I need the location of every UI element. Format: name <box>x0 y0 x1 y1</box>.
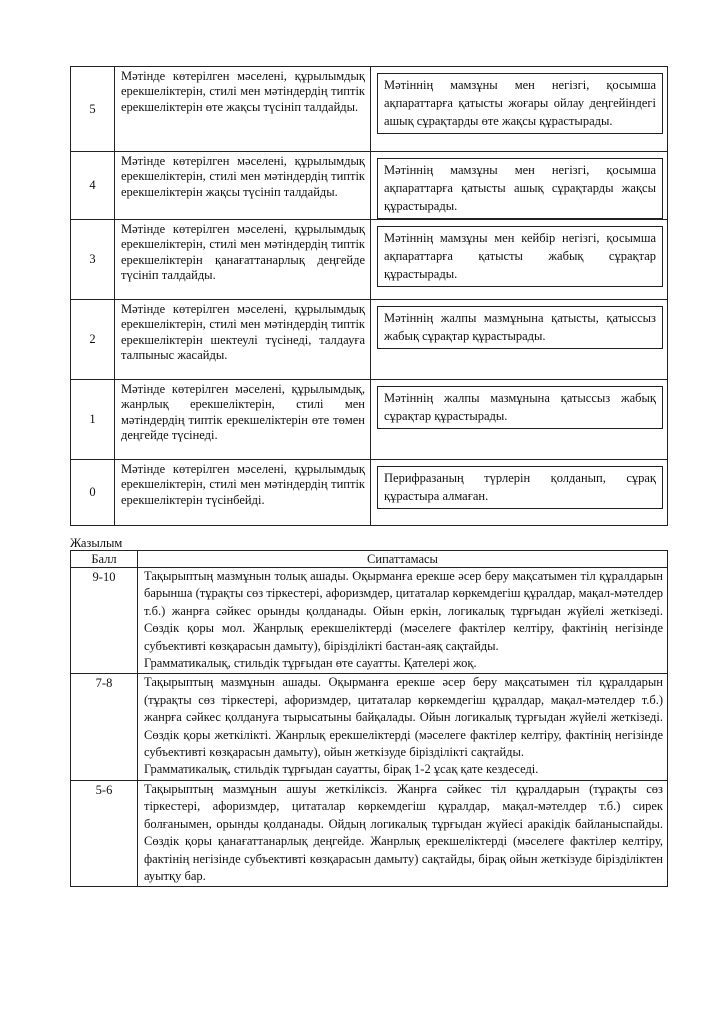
score-cell: 2 <box>71 300 115 380</box>
column-header-ball: Балл <box>71 551 138 568</box>
description-text: Тақырыптың мазмұнын толық ашады. Оқырманға ерекше әсер беру мақсатымен тіл құралдарын барынша (тұрақты сөз тіркестері, афоризмдер, цитаталар көркемдегіш құралдар, мақал-мәтелдер т.б.) жанрға сәйкес орынды қолданады. Ойын еркін, логикалық тұрғыдан жүйелі жеткізеді. Сөздік қоры мол. Жанрлық ерекшеліктерді (мәселеге фактілер келтіру, фактінің негізінде субъективті көзқарасын дамыту), бірізділікті бастан-аяқ сақтайды. <box>144 569 663 653</box>
description-cell <box>138 568 668 674</box>
task-text: Мәтіннің мамзұны мен негізгі, қосымша ақпараттарға қатысты жоғары ойлау деңгейіндегі ашық сұрақтарды өте жақсы құрастырады. <box>377 73 663 134</box>
score-cell: 3 <box>71 220 115 300</box>
table-row <box>71 674 668 780</box>
description-text: Грамматикалық, стильдік тұрғыдан өте сауатты. Қателері жоқ. <box>144 656 477 671</box>
task-text: Мәтіннің жалпы мазмұнына қатыссыз жабық сұрақтар құрастырады. <box>377 386 663 429</box>
description-text: Тақырыптың мазмұнын ашады. Оқырманға ерекше әсер беру мақсатымен тіл құралдарын (тұрақты сөз тіркестері, афоризмдер, цитаталар көркемдегіш құралдар, мақал-мәтелдер т.б.) жанрға сәйкес қолдануға тырысатыны байқалады. Ойын логикалық тұрғыдан жүйелі жеткізеді. Сөздік қоры жеткілікті. Жанрлық ерекшеліктерді (мәселеге фактілер келтіру, фактінің негізінде субъективті көзқарасын дамыту), ойын жеткізуде бірізділікті сақтайды. <box>144 675 663 760</box>
criterion-cell: Мәтінде көтерілген мәселені, құрылымдық, жанрлық ерекшеліктерін, стилі мен мәтіндердің типтік ерекшеліктерін өте төмен деңгейде түсінеді. <box>115 380 371 460</box>
writing-criteria-table <box>70 550 668 887</box>
table-row <box>71 380 668 460</box>
score-cell: 4 <box>71 152 115 220</box>
ball-cell: 7-8 <box>71 674 138 780</box>
ball-cell: 9-10 <box>71 568 138 674</box>
table-row <box>71 780 668 886</box>
criterion-cell: Мәтінде көтерілген мәселені, құрылымдық ерекшеліктерін, стилі мен мәтіндердің типтік ерекшеліктерін қанағаттанарлық деңгейде түсініп талдайды. <box>115 220 371 300</box>
table-row <box>71 67 668 152</box>
table-row <box>71 568 668 674</box>
task-cell <box>371 67 668 152</box>
reading-criteria-table <box>70 66 668 526</box>
task-cell <box>371 380 668 460</box>
table-row <box>71 460 668 526</box>
criterion-cell: Мәтінде көтерілген мәселені, құрылымдық ерекшеліктерін, стилі мен мәтіндердің типтік ерекшеліктерін түсінбейді. <box>115 460 371 526</box>
task-text: Перифразаның түрлерін қолданып, сұрақ құрастыра алмаған. <box>377 466 663 509</box>
task-cell <box>371 152 668 220</box>
table-row <box>71 152 668 220</box>
table-row <box>71 220 668 300</box>
table-row <box>71 300 668 380</box>
score-cell: 1 <box>71 380 115 460</box>
criterion-cell: Мәтінде көтерілген мәселені, құрылымдық ерекшеліктерін, стилі мен мәтіндердің типтік ерекшеліктерін жақсы түсініп талдайды. <box>115 152 371 220</box>
task-text: Мәтіннің мамзұны мен кейбір негізгі, қосымша ақпараттарға қатысты жабық сұрақтар құрастырады. <box>377 226 663 287</box>
criterion-cell: Мәтінде көтерілген мәселені, құрылымдық ерекшеліктерін, стилі мен мәтіндердің типтік ерекшеліктерін шектеулі түсінеді, талдауға талпыныс жасайды. <box>115 300 371 380</box>
column-header-description: Сипаттамасы <box>138 551 668 568</box>
task-text: Мәтіннің жалпы мазмұнына қатысты, қатыссыз жабық сұрақтар құрастырады. <box>377 306 663 349</box>
description-text: Тақырыптың мазмұнын ашуы жеткіліксіз. Жанрға сәйкес тіл құралдарын (тұрақты сөз тіркестері, афоризмдер, цитаталар көркемдегіш құралдар, мақал-мәтелдер т.б.) сирек болғанымен, орынды қолданады. Ойдың логикалық тұрғыдан жүйесі аракідік байланыспайды. Сөздік қоры қанағаттанарлық деңгейде. Жанрлық ерекшеліктерді (мәселеге фактілер келтіру, фактінің негізінде субъективті көзқарасын дамыту) сақтайды, бірақ ойын жеткізуде бірізділіктен ауытқу бар. <box>144 781 663 883</box>
score-cell: 0 <box>71 460 115 526</box>
task-text: Мәтіннің мамзұны мен негізгі, қосымша ақпараттарға қатысты ашық сұрақтарды жақсы құрастырады. <box>377 158 663 219</box>
task-cell <box>371 300 668 380</box>
score-cell: 5 <box>71 67 115 152</box>
task-cell <box>371 220 668 300</box>
section-title-writing: Жазылым <box>70 536 123 550</box>
task-cell <box>371 460 668 526</box>
description-cell <box>138 674 668 780</box>
ball-cell: 5-6 <box>71 780 138 886</box>
criterion-cell: Мәтінде көтерілген мәселені, құрылымдық ерекшеліктерін, стилі мен мәтіндердің типтік ерекшеліктерін өте жақсы түсініп талдайды. <box>115 67 371 152</box>
description-cell <box>138 780 668 886</box>
description-text: Грамматикалық, стильдік тұрғыдан сауатты, бірақ 1-2 ұсақ қате кездеседі. <box>144 762 539 777</box>
table-header-row <box>71 551 668 568</box>
